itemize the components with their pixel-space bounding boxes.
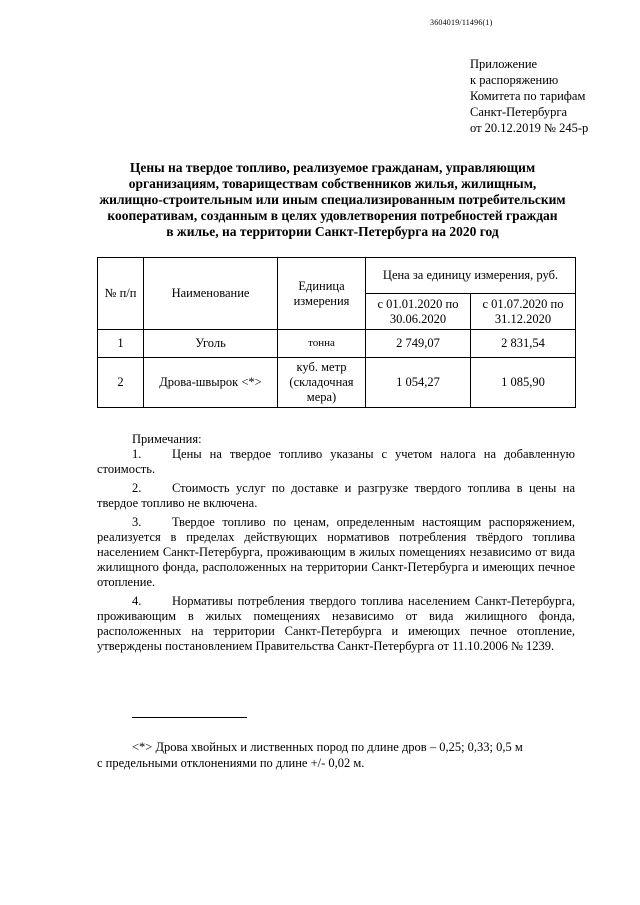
table-row — [98, 358, 576, 408]
header-period-1: с 01.01.2020 по 30.06.2020 — [366, 294, 471, 330]
appendix-line: Санкт-Петербурга — [470, 105, 568, 119]
note-item — [97, 481, 575, 511]
row-name: Дрова-швырок <*> — [144, 358, 278, 408]
title-line: жилищно-строительным или иным специализированным потребительским — [99, 192, 566, 207]
note-item — [97, 594, 575, 654]
footnote-line-1: <*> Дрова хвойных и лиственных пород по длине дров – 0,25; 0,33; 0,5 м — [132, 740, 523, 754]
note-text: Твердое топливо по ценам, определенным настоящим распоряжением, реализуется в пределах действующих нормативов потребления твёрдого топлива населением Санкт-Петербурга, проживающим в жилых помещениях независимо от вида жилищного фонда, расположенных на территории Санкт-Петербурга и имеющих печное отопление. — [97, 515, 575, 589]
appendix-line: Приложение — [470, 57, 538, 71]
document-id: 3604019/11496(1) — [430, 18, 493, 27]
notes-section — [97, 432, 575, 658]
table-row — [98, 330, 576, 358]
note-number: 3. — [132, 515, 142, 529]
row-unit: тонна — [278, 330, 366, 358]
note-item — [97, 515, 575, 590]
appendix-line: к распоряжению — [470, 73, 559, 87]
title-line: кооперативам, созданным в целях удовлетворения потребностей граждан — [107, 208, 558, 223]
footnote — [97, 739, 575, 771]
title-line: организациям, товариществам собственников жилья, жилищным, — [128, 176, 537, 191]
notes-header: Примечания: — [132, 432, 202, 446]
row-price-1: 1 054,27 — [366, 358, 471, 408]
title-line: Цены на твердое топливо, реализуемое гражданам, управляющим — [129, 160, 536, 175]
row-unit: куб. метр (складочная мера) — [278, 358, 366, 408]
row-price-2: 2 831,54 — [471, 330, 576, 358]
note-text: Нормативы потребления твердого топлива населением Санкт-Петербурга, проживающим в жилых помещениях независимо от вида жилищного фонда, расположенных на территории Санкт-Петербурга и имеющих печное отопление, утверждены постановлением Правительства Санкт-Петербурга от 11.10.2006 № 1239. — [97, 594, 575, 653]
footnote-separator — [132, 717, 247, 718]
row-num: 1 — [98, 330, 144, 358]
header-unit: Единица измерения — [278, 258, 366, 330]
appendix-block — [470, 56, 588, 136]
row-price-2: 1 085,90 — [471, 358, 576, 408]
price-table — [97, 257, 576, 408]
footnote-line-2: с предельными отклонениями по длине +/- 0,02 м. — [97, 756, 365, 770]
note-text: Стоимость услуг по доставке и разгрузке твердого топлива в цены на твердое топливо не включена. — [97, 481, 575, 510]
header-price: Цена за единицу измерения, руб. — [366, 258, 576, 294]
note-number: 1. — [132, 447, 142, 461]
header-name: Наименование — [144, 258, 278, 330]
note-number: 2. — [132, 481, 142, 495]
row-num: 2 — [98, 358, 144, 408]
title-line: в жилье, на территории Санкт-Петербурга на 2020 год — [166, 224, 499, 239]
note-text: Цены на твердое топливо указаны с учетом налога на добавленную стоимость. — [97, 447, 575, 476]
row-price-1: 2 749,07 — [366, 330, 471, 358]
note-number: 4. — [132, 594, 142, 608]
note-item — [97, 447, 575, 477]
appendix-line: от 20.12.2019 № 245-р — [470, 121, 589, 135]
document-title — [95, 160, 570, 240]
row-name: Уголь — [144, 330, 278, 358]
header-num: № п/п — [98, 258, 144, 330]
header-period-2: с 01.07.2020 по 31.12.2020 — [471, 294, 576, 330]
appendix-line: Комитета по тарифам — [470, 89, 586, 103]
